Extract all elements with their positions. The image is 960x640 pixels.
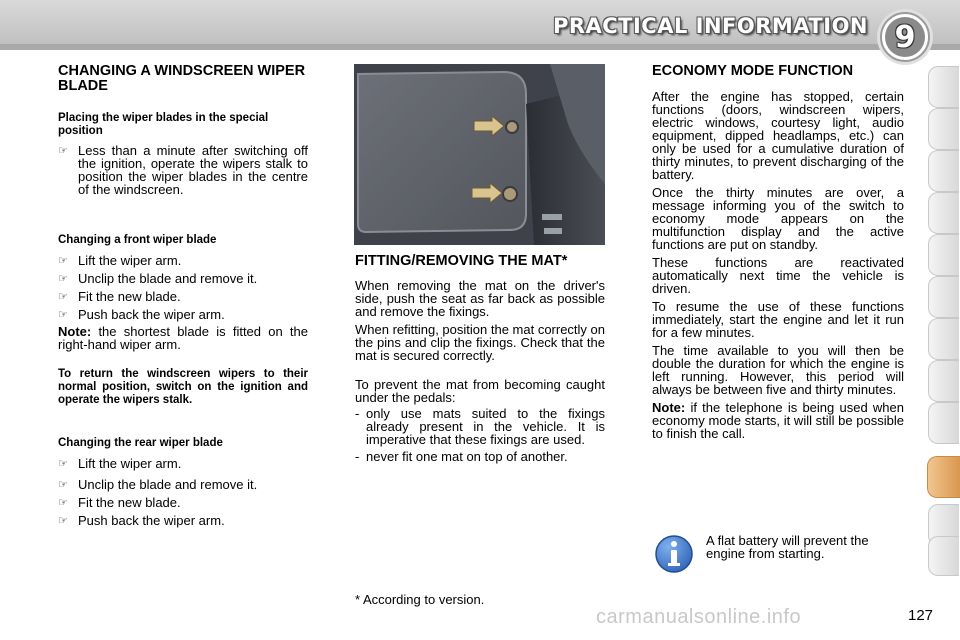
floor-mat-illustration	[354, 64, 605, 245]
floor-mat-photo	[354, 64, 605, 245]
chapter-tab[interactable]	[928, 66, 959, 108]
economy-note: Note: if the telephone is being used when economy mode starts, it will still be possible to finish the call.	[652, 400, 904, 441]
mat-paragraph: When refitting, position the mat correctly on the pins and clip the fixings. Check that the mat is secured correctly.	[355, 322, 606, 363]
watermark: carmanualsonline.info	[596, 606, 802, 628]
chapter-tab-active[interactable]	[927, 456, 960, 498]
chapter-tab[interactable]	[928, 536, 959, 576]
chapter-tab[interactable]	[928, 234, 959, 276]
mat-section	[355, 254, 605, 463]
pointing-hand-icon: ☞	[58, 272, 68, 285]
list-item: ☞ Lift the wiper arm.	[58, 456, 182, 471]
list-item: ☞ Push back the wiper arm.	[58, 307, 225, 322]
list-item: ☞ Fit the new blade.	[58, 289, 181, 304]
economy-paragraph: After the engine has stopped, certain functions (doors, windscreen wipers, electric windows, courtesy light, audio equipment, dipped headlamps, etc.) can only be used for a cumulative duration of thirty minutes, to prevent discharging of the battery.	[652, 89, 904, 182]
pointing-hand-icon: ☞	[58, 457, 68, 470]
list-item: - never fit one mat on top of another.	[355, 449, 568, 464]
pointing-hand-icon: ☞	[58, 254, 68, 267]
wiper-special-position-heading: Placing the wiper blades in the special position	[58, 112, 269, 137]
mat-footnote: * According to version.	[355, 592, 485, 607]
chapter-tab[interactable]	[928, 108, 959, 150]
chapter-number-badge	[880, 12, 930, 62]
chapter-tab[interactable]	[928, 360, 959, 402]
pointing-hand-icon: ☞	[58, 290, 68, 303]
list-item: ☞ Fit the new blade.	[58, 495, 181, 510]
page-number: 127	[908, 607, 934, 624]
economy-paragraph: Once the thirty minutes are over, a message informing you of the switch to economy mode appears on the multifunction display and the active functions are put on standby.	[652, 185, 904, 252]
info-icon	[654, 534, 694, 574]
wiper-note: Note: the shortest blade is fitted on the right-hand wiper arm.	[58, 324, 308, 352]
list-item: ☞ Lift the wiper arm.	[58, 253, 182, 268]
chapter-number: 9	[894, 19, 916, 55]
pointing-hand-icon: ☞	[58, 144, 68, 157]
mat-section-title: FITTING/REMOVING THE MAT*	[355, 253, 568, 269]
pointing-hand-icon: ☞	[58, 514, 68, 527]
dash-marker: -	[355, 406, 360, 421]
chapter-tab[interactable]	[928, 192, 959, 234]
pointing-hand-icon: ☞	[58, 478, 68, 491]
wiper-section	[58, 64, 308, 527]
chapter-tab[interactable]	[928, 318, 959, 360]
dash-marker: -	[355, 449, 360, 464]
front-wiper-heading: Changing a front wiper blade	[58, 234, 217, 246]
info-note: A flat battery will prevent the engine from starting.	[706, 533, 869, 561]
chapter-tabs	[928, 66, 960, 576]
mat-paragraph: When removing the mat on the driver's side, push the seat as far back as possible and remove the fixings.	[355, 278, 605, 319]
list-item: ☞ Less than a minute after switching off the ignition, operate the wipers stalk to position the wiper blades in the centre of the windscreen.	[58, 143, 308, 197]
mat-paragraph: To prevent the mat from becoming caught under the pedals:	[355, 377, 605, 405]
economy-section	[652, 64, 904, 440]
economy-paragraph: The time available to you will then be double the duration for which the engine is left running. However, this period will always be between five and thirty minutes.	[652, 343, 904, 397]
chapter-tab[interactable]	[928, 276, 959, 318]
wiper-return-instruction: To return the windscreen wipers to their normal position, switch on the ignition and operate the wipers stalk.	[58, 368, 308, 406]
economy-section-title: ECONOMY MODE FUNCTION	[652, 63, 854, 79]
economy-paragraph: These functions are reactivated automatically next time the vehicle is driven.	[652, 255, 904, 296]
pointing-hand-icon: ☞	[58, 496, 68, 509]
list-item: ☞ Unclip the blade and remove it.	[58, 477, 258, 492]
chapter-title: PRACTICAL INFORMATION	[552, 14, 868, 38]
chapter-tab[interactable]	[928, 150, 959, 192]
chapter-tab[interactable]	[928, 402, 959, 444]
header-banner-edge	[0, 44, 960, 50]
wiper-section-title: CHANGING A WINDSCREEN WIPER BLADE	[58, 63, 306, 94]
list-item: ☞ Unclip the blade and remove it.	[58, 271, 258, 286]
rear-wiper-heading: Changing the rear wiper blade	[58, 437, 223, 449]
list-item: - only use mats suited to the fixings already present in the vehicle. It is imperative that these fixings are used.	[355, 406, 605, 447]
list-item: ☞ Push back the wiper arm.	[58, 513, 225, 528]
pointing-hand-icon: ☞	[58, 308, 68, 321]
economy-paragraph: To resume the use of these functions immediately, start the engine and let it run for a few minutes.	[652, 299, 904, 340]
